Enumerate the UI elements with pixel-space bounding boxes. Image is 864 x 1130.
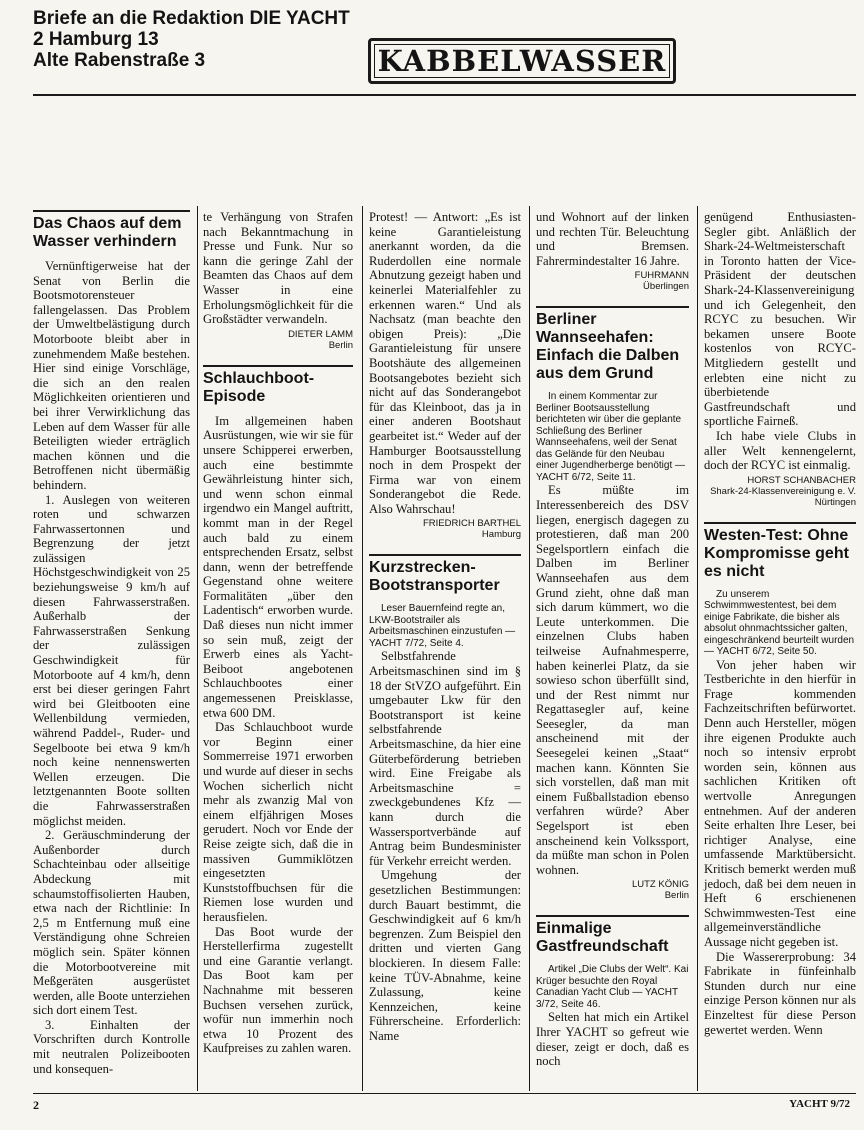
author-name: FRIEDRICH BARTHEL (422, 518, 521, 530)
column-divider (697, 206, 698, 1091)
editor-intro: In einem Kommentar zur Berliner Bootsausstellung berichteten wir über die geplante Schließung des Berliner Wannseehafens, weil der Senat das Gelände für den Neubau einer Jugendherberge benötigt — YACHT 6/72, Seite 11. (536, 391, 685, 483)
editor-intro: Artikel „Die Clubs der Welt“. Kai Krüger besuchte den Royal Canadian Yacht Club — YACHT 3/72, Seite 46. (536, 964, 689, 1010)
author-signature (536, 879, 689, 901)
author-name: DIETER LAMM (288, 328, 353, 340)
headline-wannseehafen: Berliner Wannseehafen: Einfach die Dalben aus dem Grund (536, 306, 689, 383)
headline-westen-test: Westen-Test: Ohne Kompromisse geht es nicht (704, 522, 856, 581)
masthead-title: KABBELWASSER (374, 44, 670, 78)
letter-paragraph: Ich habe viele Clubs in aller Welt kennengelernt, doch der RCYC ist einmalig. (704, 428, 856, 473)
section-masthead (368, 38, 676, 84)
address-line-1: Briefe an die Redaktion DIE YACHT (33, 8, 350, 29)
author-signature (536, 270, 689, 292)
author-place: Berlin (328, 339, 353, 351)
letter-paragraph: Protest! — Antwort: „Es ist keine Garantieleistung anerkannt worden, da die Ruderdollen eine normale Abnutzung gezeigt haben und keinerlei Materialfehler zu erkennen waren.“ Und als Nachsatz (man beachte den obigen Preis): „Die Garantieleistung für unsere Bootshäute des allgemeinen Bootsangebotes bezieht sich nicht auf das Sonderangebot für das Kleinboot, das ja in einer anderen Bootshaut gearbeitet ist.“ Weder auf der Hamburger Bootsausstellung noch in dem Prospekt der Firma war von einem Sonderangebot die Rede. Also Wahrschau! (369, 210, 521, 516)
footer-rule (33, 1093, 856, 1094)
column-4 (536, 210, 689, 1069)
address-line-3: Alte Rabenstraße 3 (33, 50, 206, 71)
column-divider (197, 206, 198, 1091)
letter-paragraph: 1. Auslegen von weiteren roten und schwarzen Fahrwassertonnen und Begrenzung der jetzt zulässigen Höchstgeschwindigkeit von 25 beziehungsweise 9 km/h auf diesen Fahrwasserstraßen. Außerhalb der Fahrwasserstraßen Senkung der zulässigen Geschwindigkeit für Motorboote auf 4 km/h, denn erst bei dieser geringen Fahrt wird bei Gleitbooten eine Wellenbildung vermieden, während Paddel-, Ruder- und Segelboote bei etwa 9 km/h noch keine nennenswerten Wellen erzeugen. Die letztgenannten Boote sollten die Fahrwasserstraßen möglichst meiden. (33, 492, 190, 828)
column-divider (362, 206, 363, 1091)
address-line-2: 2 Hamburg 13 (33, 29, 159, 50)
letter-paragraph: Umgehung der gesetzlichen Bestimmungen: durch Bauart bestimmt, die Geschwindigkeit auf 6 km/h begrenzen. Zum Beispiel den dritten und vierten Gang blockieren. In diesem Falle: keine TÜV-Abnahme, keine Zulassung, keine Kennzeichen, keine Führerscheine. Erforderlich: Name (369, 868, 521, 1043)
author-name: HORST SCHANBACHER (747, 474, 856, 486)
letter-paragraph: te Verhängung von Strafen nach Bekanntmachung in Presse und Funk. Nur so kann die geringe Zahl der Beamten das Chaos auf dem Wasser in eine Erholungsmöglichkeit für die Großstädter verwandeln. (203, 210, 353, 327)
editor-intro: Zu unserem Schwimmwestentest, bei dem einige Fabrikate, die bisher als absolut ohnmachtssicher galten, eingeschränkend beurteilt wurden — YACHT 6/72, Seite 50. (704, 588, 855, 658)
letter-paragraph: Das Boot wurde der Herstellerfirma zugestellt und eine Garantie verlangt. Das Boot kam per Nachnahme mit besseren Buchsen versehen zurück, wofür nun immerhin noch etwa 10 Prozent des Kaufpreises zu zahlen waren. (203, 924, 353, 1056)
editor-intro: Leser Bauernfeind regte an, LKW-Bootstrailer als Arbeitsmaschinen einzustufen — YACHT 7/72, Seite 4. (369, 603, 516, 649)
letter-paragraph: Selbstfahrende Arbeitsmaschinen sind im § 18 der StVZO aufgeführt. Ein umgebauter Lkw für den Bootstransport ist keine selbstfahrende Arbeitsmaschine, da hier eine Güterbeförderung betrieben wird. Eine Freigabe als Arbeitsmaschine = zweckgebundenes Kfz — kann durch die Wassersportverbände auf Antrag beim Bundesminister für Verkehr erreicht werden. (369, 649, 521, 868)
letter-paragraph: und Wohnort auf der linken und rechten Tür. Beleuchtung und Bremsen. Fahrermindestalter 16 Jahre. (536, 210, 689, 268)
letter-paragraph: genügend Enthusiasten-Segler gibt. Anläßlich der Shark-24-Weltmeisterschaft in Toronto hatten der Vice-Präsident der deutschen Shark-24-Klassenvereinigung und ich Gelegenheit, den RCYC zu besuchen. Wir bekamen unsere Boote kostenlos von RCYC-Mitgliedern gestellt und erlebten eine nicht zu überbietende Gastfreundschaft und sportliche Fairneß. (704, 210, 856, 429)
author-signature (369, 518, 521, 540)
headline-chaos: Das Chaos auf dem Wasser verhindern (33, 210, 190, 251)
author-organization: Shark-24-Klassenvereinigung e. V. (710, 485, 856, 497)
header-rule (33, 94, 856, 96)
column-1 (33, 210, 190, 1076)
author-name: LUTZ KÖNIG (631, 879, 689, 891)
issue-label: YACHT 9/72 (789, 1098, 850, 1110)
author-place: Berlin (664, 890, 689, 902)
letter-paragraph: Die Wassererprobung: 34 Fabrikate in fünfeinhalb Stunden durch nur eine einzige Person können nur als Einzeltest für diese Person gewertet werden. Wenn (704, 949, 856, 1037)
headline-schlauchboot: Schlauchboot-Episode (203, 365, 353, 406)
headline-gastfreundschaft: Einmalige Gastfreundschaft (536, 915, 689, 956)
letter-paragraph: 3. Einhalten der Vorschriften durch Kontrolle mit neutralen Polizeibooten und konsequen- (33, 1017, 190, 1076)
letter-paragraph: Von jeher haben wir Testberichte in den hierfür in Frage kommenden Fachzeitschriften befürwortet. Denn auch Hersteller, mögen ihre eigenen Produkte auch noch so intensiv erprobt worden sein, können aus sachlichen Kritiken oft wertvolle Anregungen entnehmen. Auf der anderen Seite erhalten Ihre Leser, bei richtiger Analyse, eine umfassende Marktübersicht. Kritisch bemerkt werden muß jedoch, daß bei dem neuen in Heft 6 erschienenen Schwimmwesten-Test eine allgemeinverständliche Aussage nicht gegeben ist. (704, 657, 856, 949)
column-5 (704, 210, 856, 1037)
letter-paragraph: Das Schlauchboot wurde vor Beginn einer Sommerreise 1971 erworben und wurde auf dieser in sechs Wochen sicherlich nicht mehr als zwanzig Mal von einem elfjährigen Moses gerudert. Noch vor Ende der Reise zeigte sich, daß die in massiven Gummiklötzen eingesetzten Kunststoffbuchsen für die Riemen lose wurden und herausfielen. (203, 720, 353, 924)
letter-paragraph: Vernünftigerweise hat der Senat von Berlin die Bootsmotorensteuer fallengelassen. Das Problem der Umweltbelästigung durch Motorboote bleibt aber in zunehmendem Maße bestehen. Hier sind einige Vorschläge, die sich an den realen Möglichkeiten orientieren und bei ihrer Verwirklichung das Leben auf dem Wasser für alle Beteiligten wieder erträglich machen können und die Betroffenen nicht übermäßig behindern. (33, 259, 190, 492)
author-place: Überlingen (643, 281, 689, 293)
letters-address (33, 8, 350, 71)
author-place: Hamburg (481, 529, 521, 541)
column-3 (369, 210, 521, 1044)
column-2 (203, 210, 353, 1056)
letter-paragraph: Es müßte im Interessenbereich des DSV liegen, energisch dagegen zu protestieren, daß man 200 Segelsportlern einfach die Dalben im Berliner Wannseehafen aus dem Grund zieht, ohne daß man sich darum kümmert, wo die Leute unterkommen. Die einzelnen Clubs haben teilweise Aufnahmesperre, haben keinerlei Platz, da sie sowieso schon überfüllt sind, und der Rest nimmt nur Regattasegler auf, keine Seesegler, da man anscheinend mit der Seesegelei keinen „Staat“ machen kann. Könnten Sie sich vorstellen, daß man mit einem Fußballstadion ebenso verfahren würde? Aber Segelsport ist eben anscheinend kein Volkssport, da müßte man schon in Polen wohnen. (536, 483, 689, 877)
letter-paragraph: 2. Geräuschminderung der Außenborder durch Schachteinbau oder allseitige Abdeckung mit schaumstoffisolierten Hauben, etwa nach der Richtlinie: In 2,5 m Entfernung muß eine Verständigung ohne Schreien möglich sein. Später können die Motorbootvereine mit Meßgeräten ausgerüstet werden, alle Boote unterziehen sich dort einem Test. (33, 828, 190, 1018)
author-place: Nürtingen (814, 496, 856, 508)
author-signature (704, 475, 856, 508)
author-name: FUHRMANN (634, 270, 689, 282)
letter-paragraph: Im allgemeinen haben Ausrüstungen, wie wir sie für unsere Schipperei erwerben, auch eine bestimmte Gewährleistung hinter sich, und wenn schon einmal irgendwo ein Mangel auftritt, kommt man in der Regel auch bald zu einem entsprechenden Ersatz, selbst dann, wenn der betreffende Gegenstand ohne weitere Formalitäten „über den Ladentisch“ erworben wurde. Daß dieses nun nicht immer so sein muß, zeigt der Erwerb eines als Yacht-Beiboot angebotenen Schlauchbootes einer angemessenen Preisklasse, etwa 600 DM. (203, 413, 353, 720)
column-divider (529, 206, 530, 1091)
page-number: 2 (33, 1098, 39, 1112)
letter-paragraph: Selten hat mich ein Artikel Ihrer YACHT so gefreut wie dieser, zeigt er doch, daß es noch (536, 1010, 689, 1069)
headline-kurzstrecken: Kurzstrecken-Bootstransporter (369, 554, 521, 595)
author-signature (203, 329, 353, 351)
